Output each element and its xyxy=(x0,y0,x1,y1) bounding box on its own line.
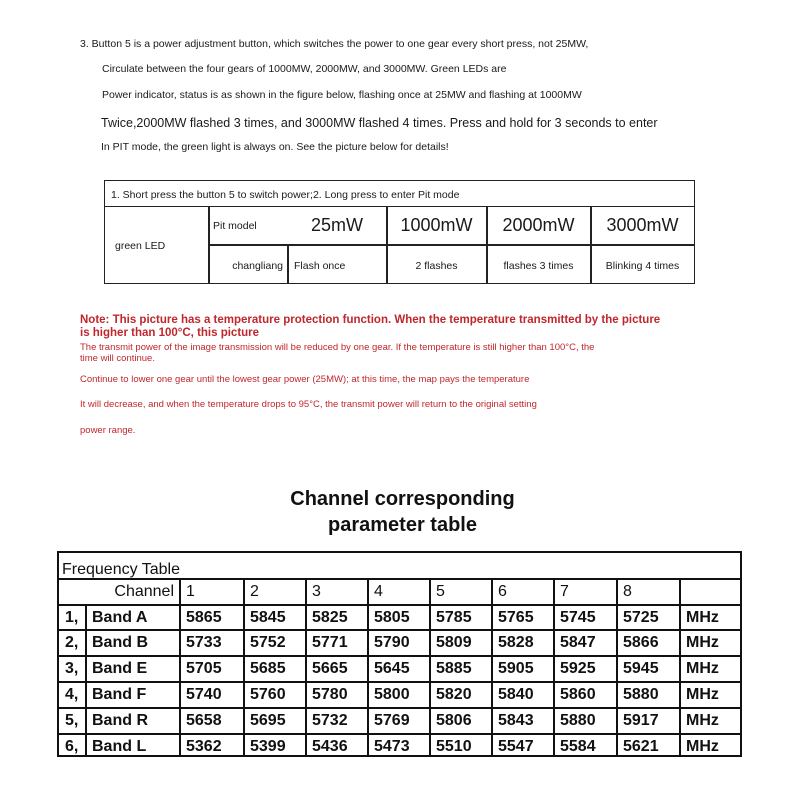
frequency-value: 5547 xyxy=(498,737,534,755)
frequency-value: 5790 xyxy=(374,634,410,651)
unit-label: MHz xyxy=(686,634,719,651)
row-index: 5, xyxy=(65,712,79,729)
band-name: Band F xyxy=(92,686,147,703)
unit-label: MHz xyxy=(686,660,719,677)
frequency-value: 5865 xyxy=(186,608,222,626)
frequency-value: 5825 xyxy=(312,608,348,626)
channel-number: 2 xyxy=(250,583,259,600)
state-25mw: Flash once xyxy=(294,259,346,272)
frequency-value: 5905 xyxy=(498,660,534,677)
intro-line-3: Power indicator, status is as shown in the figure below, flashing once at 25MW and flashing at 1000MW xyxy=(102,89,582,101)
band-name: Band L xyxy=(92,737,147,755)
frequency-value: 5658 xyxy=(186,712,222,729)
state-3000mw: Blinking 4 times xyxy=(605,259,680,272)
frequency-value: 5732 xyxy=(312,712,348,729)
frequency-value: 5843 xyxy=(498,712,534,729)
frequency-value: 5725 xyxy=(623,608,659,626)
frequency-value: 5769 xyxy=(374,712,410,729)
frequency-value: 5945 xyxy=(623,660,659,677)
freq-title-line-2: parameter table xyxy=(328,514,477,536)
frequency-value: 5860 xyxy=(560,686,596,703)
unit-label: MHz xyxy=(686,712,719,729)
channel-number: 5 xyxy=(436,583,445,600)
note-line-1: Note: This picture has a temperature protection function. When the temperature transmitted by the picture xyxy=(80,314,661,326)
intro-line-2: Circulate between the four gears of 1000MW, 2000MW, and 3000MW. Green LEDs are xyxy=(102,63,507,75)
channel-number: 1 xyxy=(186,583,195,600)
power-3000mw: 3000mW xyxy=(606,215,679,235)
frequency-value: 5840 xyxy=(498,686,534,703)
frequency-value: 5885 xyxy=(436,660,472,677)
frequency-value: 5685 xyxy=(250,660,286,677)
frequency-value: 5809 xyxy=(436,634,472,651)
frequency-value: 5925 xyxy=(560,660,596,677)
frequency-value: 5845 xyxy=(250,608,286,626)
note-line-5: Continue to lower one gear until the lowest gear power (25MW); at this time, the map pays the temperature xyxy=(80,374,530,385)
frequency-value: 5745 xyxy=(560,608,596,626)
led-row-label: green LED xyxy=(115,240,166,252)
power-2000mw: 2000mW xyxy=(502,215,575,235)
note-line-3: The transmit power of the image transmission will be reduced by one gear. If the temperature is still higher than 100°C, the xyxy=(80,342,595,353)
frequency-value: 5806 xyxy=(436,712,472,729)
frequency-value: 5780 xyxy=(312,686,348,703)
frequency-value: 5705 xyxy=(186,660,222,677)
row-index: 1, xyxy=(65,608,79,626)
frequency-value: 5847 xyxy=(560,634,596,651)
channel-number: 8 xyxy=(623,583,632,600)
row-index: 4, xyxy=(65,686,79,703)
intro-line-4: Twice,2000MW flashed 3 times, and 3000MW flashed 4 times. Press and hold for 3 seconds to enter xyxy=(101,116,658,130)
changliang-label: changliang xyxy=(232,259,283,272)
frequency-value: 5399 xyxy=(250,737,286,755)
frequency-value: 5785 xyxy=(436,608,472,626)
frequency-table xyxy=(57,551,742,757)
frequency-value: 5436 xyxy=(312,737,348,755)
state-2000mw: flashes 3 times xyxy=(503,259,574,272)
channel-number: 7 xyxy=(560,583,569,600)
frequency-table-caption: Frequency Table xyxy=(62,561,180,578)
note-line-2: is higher than 100°C, this picture xyxy=(80,327,260,339)
frequency-value: 5828 xyxy=(498,634,534,651)
frequency-value: 5866 xyxy=(623,634,659,651)
frequency-value: 5765 xyxy=(498,608,534,626)
frequency-value: 5820 xyxy=(436,686,472,703)
band-name: Band R xyxy=(92,712,148,729)
row-index: 3, xyxy=(65,660,79,677)
intro-line-1: 3. Button 5 is a power adjustment button, which switches the power to one gear every short press, not 25MW, xyxy=(80,38,589,50)
frequency-value: 5584 xyxy=(560,737,596,755)
note-line-7: power range. xyxy=(80,425,136,436)
pit-model-label: Pit model xyxy=(213,219,257,232)
freq-title-line-1: Channel corresponding xyxy=(290,488,515,510)
channel-number: 3 xyxy=(312,583,321,600)
frequency-value: 5752 xyxy=(250,634,286,651)
channel-number: 4 xyxy=(374,583,383,600)
channel-header-label: Channel xyxy=(114,583,174,600)
row-index: 2, xyxy=(65,634,79,651)
power-1000mw: 1000mW xyxy=(400,215,473,235)
frequency-value: 5362 xyxy=(186,737,222,755)
intro-line-5: In PIT mode, the green light is always on. See the picture below for details! xyxy=(101,141,449,153)
frequency-value: 5800 xyxy=(374,686,410,703)
frequency-value: 5917 xyxy=(623,712,659,729)
power-25mw: 25mW xyxy=(310,215,363,235)
band-name: Band A xyxy=(92,608,148,626)
note-line-4: time will continue. xyxy=(80,353,155,364)
frequency-value: 5510 xyxy=(436,737,472,755)
frequency-value: 5760 xyxy=(250,686,286,703)
state-1000mw: 2 flashes xyxy=(415,259,458,272)
frequency-value: 5880 xyxy=(623,686,659,703)
frequency-value: 5665 xyxy=(312,660,348,677)
channel-number: 6 xyxy=(498,583,507,600)
led-table-header: 1. Short press the button 5 to switch power;2. Long press to enter Pit mode xyxy=(105,181,694,207)
unit-label: MHz xyxy=(686,686,719,703)
frequency-value: 5805 xyxy=(374,608,410,626)
frequency-value: 5695 xyxy=(250,712,286,729)
frequency-value: 5645 xyxy=(374,660,410,677)
note-line-6: It will decrease, and when the temperature drops to 95°C, the transmit power will return to the original setting xyxy=(80,399,537,410)
frequency-value: 5473 xyxy=(374,737,410,755)
band-name: Band B xyxy=(92,634,148,651)
frequency-value: 5733 xyxy=(186,634,222,651)
frequency-value: 5771 xyxy=(312,634,348,651)
unit-label: MHz xyxy=(686,737,719,755)
frequency-value: 5880 xyxy=(560,712,596,729)
led-status-table xyxy=(104,180,695,284)
frequency-value: 5621 xyxy=(623,737,659,755)
row-index: 6, xyxy=(65,737,79,755)
frequency-value: 5740 xyxy=(186,686,222,703)
band-name: Band E xyxy=(92,660,148,677)
unit-label: MHz xyxy=(686,608,719,626)
